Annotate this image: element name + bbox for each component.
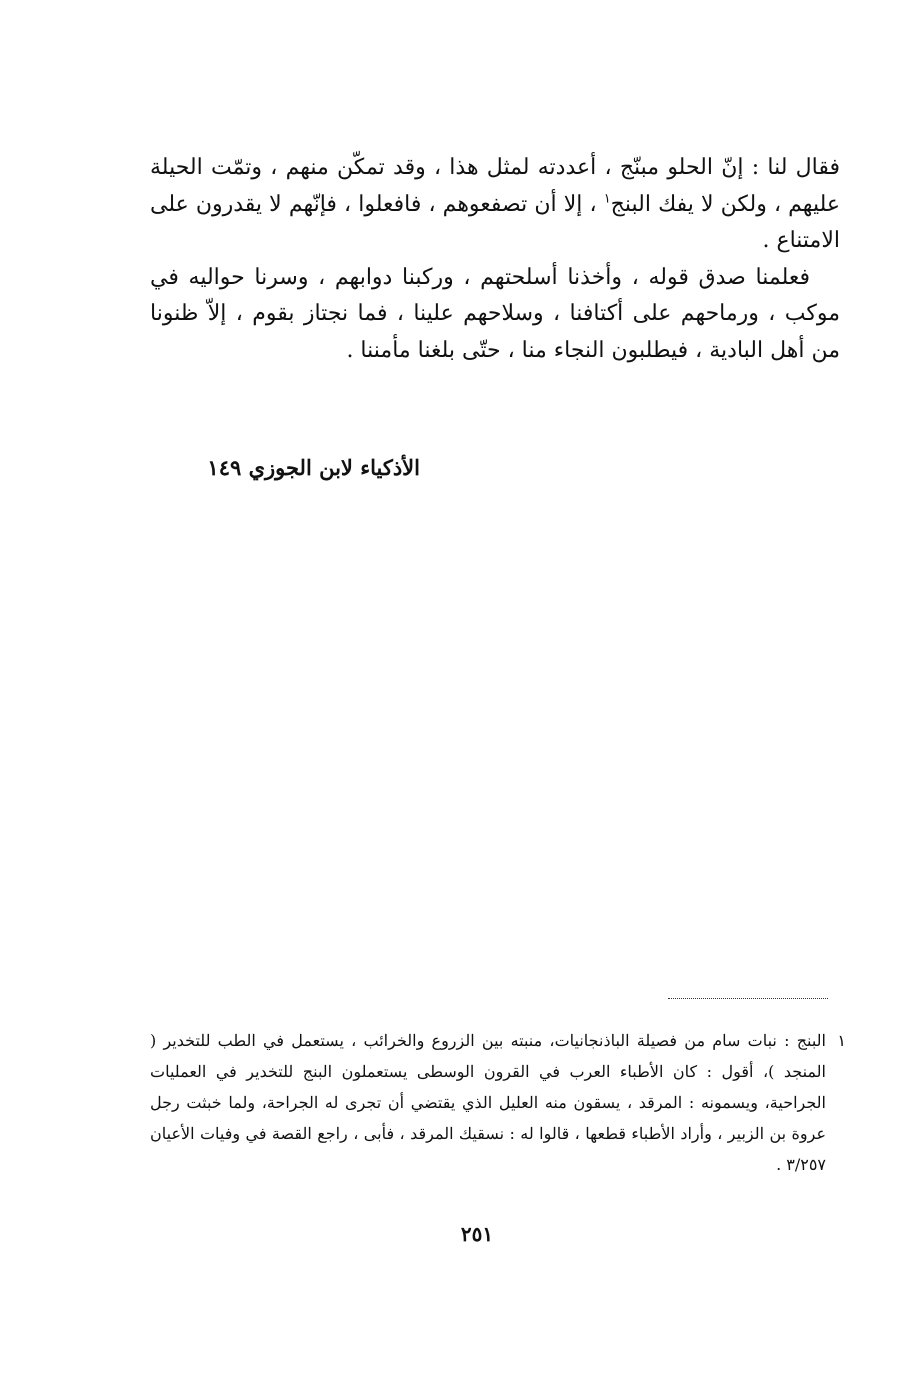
main-text bbox=[150, 150, 840, 369]
footnote-divider bbox=[668, 998, 828, 999]
footnote bbox=[150, 1025, 846, 1180]
footnote-reference: ١ bbox=[603, 191, 611, 207]
paragraph-1-part-a: فقال لنا : إنّ الحلو مبنّج ، أعددته لمثل هذا ، وقد تمكّن منهم ، وتمّت الحيلة عليهم ، ولكن لا يفك البنج bbox=[150, 155, 840, 217]
paragraph-2: فعلمنا صدق قوله ، وأخذنا أسلحتهم ، وركبنا دوابهم ، وسرنا حواليه في موكب ، ورماحهم على أكتافنا ، وسلاحهم علينا ، فما نجتاز بقوم ، إلاّ ظنونا من أهل البادية ، فيطلبون النجاء منا ، حتّى بلغنا مأمننا . bbox=[150, 264, 840, 363]
paragraph-1-part-b: ، إلا أن تصفعوهم ، فافعلوا ، فإنّهم لا يقدرون على الامتناع . bbox=[150, 191, 840, 253]
paragraph-1 bbox=[150, 150, 840, 260]
source-citation: الأذكياء لابن الجوزي ١٤٩ bbox=[207, 455, 420, 480]
page-number: ٢٥١ bbox=[460, 1222, 494, 1246]
footnote-text: البنج : نبات سام من فصيلة الباذنجانيات، منبته بين الزروع والخرائب ، يستعمل في الطب للتخدير ( المنجد )، أقول : كان الأطباء العرب في القرون الوسطى يستعملون البنج للتخدير في العمليات الجراحية، ويسمونه : المرقد ، يسقون منه العليل الذي يقتضي أن تجرى له الجراحة، ولما خبثت رجل عروة بن الزبير ، وأراد الأطباء قطعها ، قالوا له : نسقيك المرقد ، فأبى ، راجع القصة في وفيات الأعيان ٣/٢٥٧ . bbox=[150, 1031, 826, 1174]
footnote-number: ١ bbox=[837, 1031, 846, 1050]
